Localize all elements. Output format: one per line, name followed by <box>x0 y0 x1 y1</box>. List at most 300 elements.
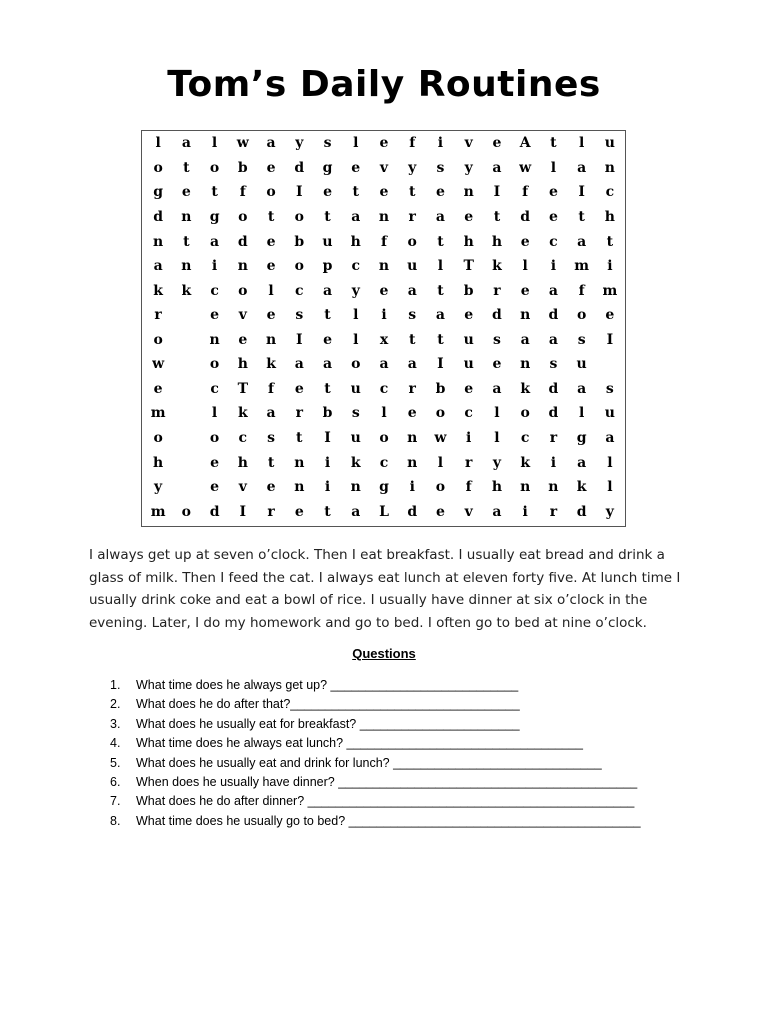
grid-letter: u <box>350 380 361 397</box>
grid-letter: t <box>324 208 331 225</box>
grid-letter <box>172 475 200 500</box>
grid-letter: k <box>266 356 276 373</box>
grid-letter: a <box>266 405 276 422</box>
grid-letter: o <box>435 479 446 496</box>
grid-letter: y <box>351 282 360 299</box>
grid-letter: i <box>466 430 472 447</box>
grid-letter: i <box>324 454 331 471</box>
grid-letter: t <box>352 184 359 201</box>
grid-letter: v <box>464 503 473 520</box>
grid-letter: a <box>492 503 502 520</box>
grid-letter: c <box>605 184 615 201</box>
grid-letter: a <box>407 356 417 373</box>
grid-letter: e <box>379 282 389 299</box>
grid-letter: e <box>379 184 389 201</box>
grid-letter: e <box>464 380 474 397</box>
grid-letter: n <box>153 233 164 250</box>
grid-letter: c <box>379 380 389 397</box>
grid-letter: s <box>577 331 586 348</box>
grid-letter: s <box>295 307 304 324</box>
grid-letter: l <box>381 405 387 422</box>
grid-letter: v <box>464 135 473 152</box>
grid-letter: r <box>295 405 303 422</box>
grid-letter: e <box>153 380 163 397</box>
grid-letter: e <box>548 184 558 201</box>
grid-letter: o <box>238 208 248 225</box>
grid-letter: e <box>323 184 332 201</box>
grid-letter: e <box>294 380 304 397</box>
grid-letter: f <box>409 135 416 152</box>
grid-letter: a <box>266 135 276 152</box>
question-list <box>110 676 641 831</box>
grid-letter: y <box>408 159 417 176</box>
grid-letter: r <box>267 503 275 520</box>
grid-letter <box>172 377 200 402</box>
grid-letter: l <box>437 454 444 471</box>
grid-letter: u <box>463 356 474 373</box>
question-number: 8. <box>110 813 121 828</box>
grid-letter <box>596 352 624 377</box>
grid-letter: p <box>322 258 333 275</box>
grid-letter: t <box>437 282 444 299</box>
questions-heading: Questions <box>352 646 416 661</box>
grid-letter: v <box>379 159 389 176</box>
grid-letter: g <box>379 479 389 496</box>
grid-letter: x <box>379 331 389 348</box>
grid-letter: i <box>522 503 528 520</box>
grid-letter: t <box>211 184 218 201</box>
grid-letter: o <box>153 331 163 348</box>
grid-letter: a <box>322 356 333 373</box>
grid-letter: t <box>296 430 303 447</box>
question-text: What time does he always eat lunch? __________________________________ <box>136 736 583 751</box>
grid-letter: i <box>381 307 387 324</box>
grid-letter: a <box>407 282 417 299</box>
grid-letter: c <box>464 405 473 422</box>
grid-letter: I <box>324 430 331 447</box>
grid-letter: a <box>181 135 191 152</box>
grid-letter: m <box>150 503 166 520</box>
question-number: 5. <box>110 755 121 770</box>
grid-letter: f <box>578 282 585 299</box>
grid-letter: o <box>294 258 304 275</box>
grid-letter: e <box>210 454 220 471</box>
word-search-grid <box>144 131 624 524</box>
grid-letter: i <box>550 454 557 471</box>
grid-letter: n <box>604 159 615 176</box>
grid-letter: h <box>604 208 615 225</box>
grid-letter: o <box>153 159 163 176</box>
grid-letter: l <box>607 454 613 471</box>
grid-letter: w <box>236 135 249 152</box>
grid-letter: o <box>238 282 248 299</box>
grid-letter: a <box>577 454 587 471</box>
grid-letter: o <box>209 430 220 447</box>
grid-letter: I <box>578 184 585 201</box>
grid-letter: c <box>379 454 389 471</box>
grid-letter: l <box>550 159 557 176</box>
grid-letter: t <box>408 184 416 201</box>
grid-letter: b <box>435 380 446 397</box>
grid-letter: c <box>520 430 530 447</box>
grid-letter: y <box>464 159 473 176</box>
grid-letter: v <box>238 307 247 324</box>
grid-letter: t <box>183 159 190 176</box>
grid-letter: I <box>296 331 303 348</box>
grid-letter: n <box>463 184 474 201</box>
grid-letter: u <box>322 233 333 250</box>
grid-letter: o <box>153 430 163 447</box>
grid-letter: h <box>463 233 474 250</box>
grid-letter: y <box>605 503 614 520</box>
grid-letter: d <box>153 208 164 225</box>
grid-letter: n <box>237 258 248 275</box>
grid-letter: e <box>492 356 502 373</box>
grid-letter <box>172 328 200 353</box>
grid-letter: o <box>209 356 220 373</box>
grid-letter: h <box>491 479 503 496</box>
grid-letter: e <box>323 331 332 348</box>
grid-letter: L <box>379 503 389 520</box>
grid-letter: s <box>351 405 360 422</box>
grid-letter: a <box>520 331 530 348</box>
grid-letter: t <box>267 454 275 471</box>
question-text: What does he usually eat for breakfast? _______________________ <box>136 716 520 731</box>
grid-letter: r <box>154 307 162 324</box>
grid-letter: c <box>210 282 219 299</box>
grid-letter: e <box>464 208 474 225</box>
grid-letter: g <box>153 184 164 201</box>
story-paragraph: I always get up at seven o’clock. Then I eat breakfast. I usually eat bread and drink a glass of milk. Then I feed the cat. I always eat lunch at eleven forty five. At lunch time I usually drink coke and eat a bowl of rice. I usually have dinner at six o’clock in the evening. Later, I do my homework and go to bed. I often go to bed at nine o’clock. <box>89 547 681 631</box>
grid-letter: s <box>267 430 275 447</box>
grid-letter: k <box>181 282 192 299</box>
grid-letter <box>172 352 200 377</box>
grid-letter: l <box>437 258 444 275</box>
grid-letter: r <box>408 380 416 397</box>
grid-letter: r <box>493 282 501 299</box>
grid-letter: I <box>437 356 444 373</box>
page-title: Tom’s Daily Routines <box>167 64 601 105</box>
grid-letter: r <box>549 503 558 520</box>
grid-letter: l <box>268 282 274 299</box>
grid-letter: s <box>492 331 501 348</box>
grid-letter: n <box>294 454 305 471</box>
question-number: 2. <box>110 697 121 712</box>
grid-letter: a <box>379 356 389 373</box>
grid-letter: s <box>605 380 614 397</box>
grid-letter: e <box>520 282 530 299</box>
grid-letter: t <box>493 208 501 225</box>
grid-letter: m <box>150 405 166 422</box>
grid-letter: e <box>436 503 445 520</box>
grid-letter: r <box>465 454 473 471</box>
grid-letter: a <box>548 331 558 348</box>
grid-letter: h <box>237 454 248 471</box>
grid-letter: u <box>604 135 615 152</box>
grid-letter: l <box>578 135 585 152</box>
grid-letter: t <box>606 233 614 250</box>
grid-letter: d <box>492 307 502 324</box>
grid-letter: n <box>520 307 531 324</box>
grid-letter: n <box>265 331 277 348</box>
question-number: 3. <box>110 716 121 731</box>
grid-letter: e <box>407 405 417 422</box>
grid-letter: k <box>492 258 502 275</box>
grid-letter: a <box>548 282 558 299</box>
grid-letter: I <box>606 331 614 348</box>
grid-letter: h <box>153 454 164 471</box>
grid-letter: u <box>576 356 587 373</box>
grid-letter: h <box>491 233 503 250</box>
grid-letter: t <box>183 233 190 250</box>
grid-letter: a <box>577 233 587 250</box>
grid-letter: s <box>436 159 445 176</box>
grid-letter: a <box>322 282 333 299</box>
grid-letter: e <box>266 159 276 176</box>
grid-letter: g <box>209 208 220 225</box>
grid-letter: l <box>578 405 585 422</box>
grid-letter: I <box>239 503 247 520</box>
grid-letter: n <box>520 356 531 373</box>
question-item <box>110 676 641 695</box>
grid-letter <box>172 450 200 475</box>
grid-letter: g <box>576 430 587 447</box>
grid-letter: I <box>493 184 501 201</box>
grid-letter: o <box>407 233 417 250</box>
grid-letter: k <box>520 380 531 397</box>
grid-letter: l <box>353 135 359 152</box>
grid-letter: i <box>607 258 613 275</box>
grid-letter: a <box>435 307 445 324</box>
grid-letter: t <box>267 208 275 225</box>
grid-letter: t <box>437 233 444 250</box>
grid-letter: o <box>435 405 446 422</box>
grid-letter: o <box>576 307 587 324</box>
grid-letter: y <box>154 479 163 496</box>
grid-letter: b <box>294 233 305 250</box>
grid-letter: n <box>378 258 390 275</box>
grid-letter: d <box>237 233 248 250</box>
grid-letter: n <box>350 479 361 496</box>
grid-letter: d <box>520 208 531 225</box>
grid-letter: c <box>238 430 248 447</box>
grid-letter: n <box>407 430 418 447</box>
grid-letter: l <box>155 135 161 152</box>
grid-letter: t <box>324 503 331 520</box>
grid-letter: e <box>520 233 530 250</box>
grid-letter: k <box>576 479 587 496</box>
grid-letter: e <box>266 258 276 275</box>
grid-letter: e <box>266 233 276 250</box>
grid-letter: g <box>322 159 333 176</box>
grid-letter: m <box>574 258 590 275</box>
grid-letter: e <box>210 307 220 324</box>
grid-letter: t <box>324 380 331 397</box>
grid-letter: e <box>294 503 304 520</box>
question-text: What does he do after that?_________________________________ <box>136 697 520 712</box>
grid-letter: a <box>153 258 163 275</box>
grid-letter: f <box>268 380 275 397</box>
grid-letter: w <box>519 159 532 176</box>
grid-letter: t <box>550 135 557 152</box>
grid-letter: f <box>465 479 472 496</box>
grid-letter: r <box>408 208 416 225</box>
grid-letter: n <box>407 454 418 471</box>
question-number: 6. <box>110 774 121 789</box>
grid-letter: r <box>549 430 558 447</box>
grid-letter: b <box>322 405 333 422</box>
grid-letter: s <box>408 307 417 324</box>
grid-letter: a <box>492 159 502 176</box>
grid-letter: e <box>266 479 276 496</box>
grid-letter: u <box>350 430 361 447</box>
grid-letter: f <box>522 184 529 201</box>
grid-letter: T <box>237 380 249 397</box>
word-search-box <box>141 130 626 527</box>
grid-letter: u <box>604 405 615 422</box>
grid-letter: d <box>548 405 559 422</box>
question-item <box>110 754 641 773</box>
grid-letter: d <box>576 503 587 520</box>
grid-letter: d <box>209 503 220 520</box>
grid-letter: i <box>324 479 331 496</box>
grid-letter: d <box>548 380 559 397</box>
grid-letter: o <box>351 356 361 373</box>
grid-letter: a <box>492 380 502 397</box>
grid-letter: e <box>548 208 558 225</box>
grid-letter: n <box>209 331 220 348</box>
question-text: What does he do after dinner? _______________________________________________ <box>136 794 635 809</box>
grid-letter: k <box>153 282 163 299</box>
grid-letter: i <box>409 479 415 496</box>
grid-letter: s <box>549 356 558 373</box>
grid-letter: w <box>152 356 165 373</box>
grid-letter: a <box>294 356 304 373</box>
grid-letter: n <box>548 479 559 496</box>
grid-letter: l <box>353 307 359 324</box>
grid-letter: e <box>238 331 248 348</box>
grid-letter: l <box>522 258 528 275</box>
question-text: What does he usually eat and drink for lunch? ______________________________ <box>136 755 602 770</box>
grid-letter: l <box>494 405 500 422</box>
grid-letter: t <box>578 208 585 225</box>
grid-letter: n <box>520 479 531 496</box>
grid-letter: e <box>436 184 445 201</box>
grid-letter: e <box>181 184 191 201</box>
question-text: When does he usually have dinner? ___________________________________________ <box>136 774 638 789</box>
grid-letter: n <box>378 208 390 225</box>
grid-letter: y <box>295 135 304 152</box>
grid-letter: b <box>463 282 474 299</box>
grid-letter: a <box>605 430 615 447</box>
question-item <box>110 773 641 792</box>
grid-letter: a <box>351 503 361 520</box>
grid-letter: k <box>520 454 531 471</box>
grid-letter: u <box>407 258 418 275</box>
grid-letter: e <box>379 135 389 152</box>
grid-letter: c <box>549 233 558 250</box>
grid-letter: f <box>380 233 387 250</box>
grid-letter: a <box>577 159 587 176</box>
grid-letter: h <box>237 356 248 373</box>
grid-letter <box>172 401 200 426</box>
grid-letter: o <box>266 184 276 201</box>
question-item <box>110 695 641 714</box>
grid-letter: u <box>463 331 474 348</box>
grid-letter: a <box>210 233 220 250</box>
grid-letter: e <box>210 479 220 496</box>
grid-letter: l <box>211 405 218 422</box>
grid-letter: d <box>407 503 418 520</box>
grid-letter <box>172 426 200 451</box>
question-number: 4. <box>110 736 121 751</box>
grid-letter: t <box>324 307 331 324</box>
grid-letter: e <box>266 307 276 324</box>
grid-letter: I <box>296 184 303 201</box>
grid-letter: e <box>464 307 474 324</box>
question-item <box>110 812 641 831</box>
question-number: 1. <box>110 678 121 692</box>
grid-letter: A <box>519 135 531 152</box>
question-item <box>110 715 641 734</box>
question-item <box>110 734 641 753</box>
question-item <box>110 792 641 811</box>
grid-letter: w <box>434 430 447 447</box>
grid-letter: m <box>602 282 618 299</box>
grid-letter: d <box>294 159 305 176</box>
grid-letter: a <box>577 380 587 397</box>
grid-letter: c <box>210 380 219 397</box>
grid-letter: l <box>607 479 613 496</box>
grid-letter: b <box>237 159 248 176</box>
grid-letter: o <box>209 159 220 176</box>
grid-letter: l <box>353 331 359 348</box>
question-number: 7. <box>110 794 121 809</box>
grid-letter: t <box>437 331 444 348</box>
grid-letter: T <box>463 258 474 275</box>
grid-letter: e <box>492 135 502 152</box>
grid-letter: n <box>294 479 305 496</box>
grid-letter: o <box>181 503 192 520</box>
grid-letter: n <box>181 208 192 225</box>
grid-letter: h <box>350 233 361 250</box>
grid-letter: i <box>550 258 557 275</box>
grid-letter: i <box>437 135 444 152</box>
grid-letter: k <box>350 454 361 471</box>
grid-letter: c <box>351 258 361 275</box>
grid-letter <box>172 303 200 328</box>
grid-letter: e <box>351 159 361 176</box>
grid-letter: a <box>351 208 361 225</box>
question-text: What time does he usually go to bed? __________________________________________ <box>136 813 641 828</box>
grid-letter: v <box>238 479 247 496</box>
grid-letter: i <box>211 258 218 275</box>
grid-letter: k <box>237 405 248 422</box>
grid-letter: o <box>294 208 304 225</box>
grid-letter: y <box>492 454 501 471</box>
grid-letter: d <box>548 307 559 324</box>
grid-letter: e <box>605 307 615 324</box>
grid-letter: n <box>181 258 192 275</box>
grid-letter: s <box>323 135 332 152</box>
grid-letter: o <box>379 430 389 447</box>
grid-letter: o <box>520 405 530 422</box>
grid-letter: f <box>239 184 246 201</box>
grid-letter: l <box>211 135 218 152</box>
grid-letter: a <box>435 208 445 225</box>
grid-letter: l <box>494 430 500 447</box>
question-text: What time does he always get up? ___________________________ <box>136 678 519 692</box>
